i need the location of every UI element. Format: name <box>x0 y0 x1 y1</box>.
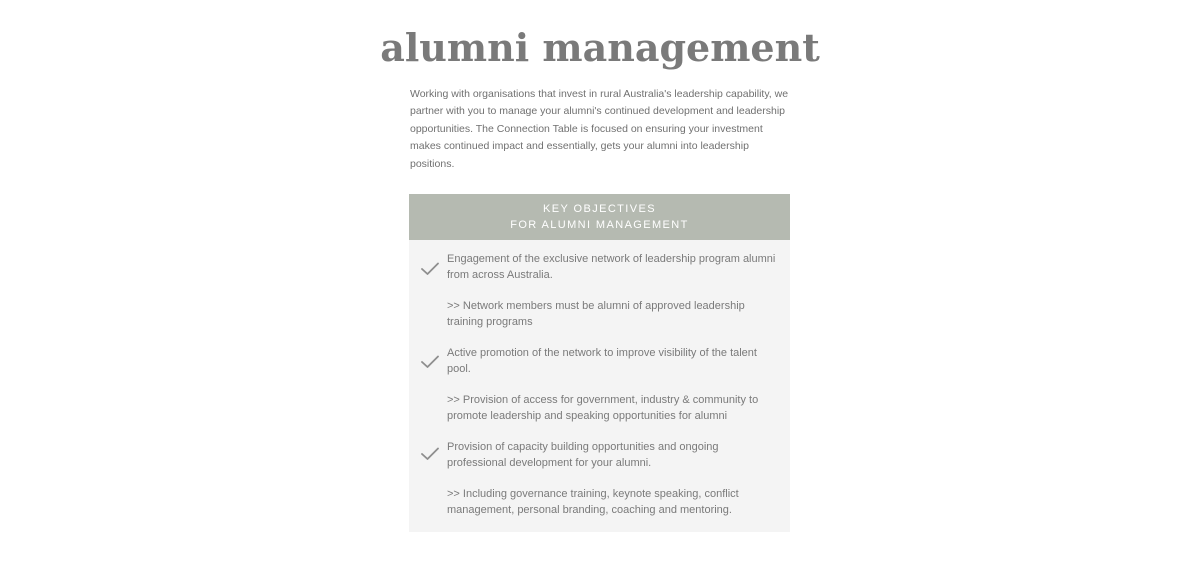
objectives-header-line-1: KEY OBJECTIVES <box>543 203 656 215</box>
page-title: alumni management <box>380 25 820 70</box>
check-icon <box>421 262 439 276</box>
objective-text: Provision of capacity building opportunities and ongoing professional development for your alumni. <box>447 441 719 469</box>
objectives-header-line-2: FOR ALUMNI MANAGEMENT <box>510 219 689 231</box>
objective-text: Active promotion of the network to improve visibility of the talent pool. <box>447 347 757 375</box>
objective-subtext: >> Provision of access for government, industry & community to promote leadership and speaking opportunities for alumni <box>447 394 759 422</box>
check-icon <box>421 355 439 369</box>
intro-paragraph: Working with organisations that invest in rural Australia's leadership capability, we partner with you to manage your alumni's continued development and leadership opportunities. The Connection Table is focused on ensuring your investment makes continued impact and essentially, gets your alumni into leadership positions. <box>410 88 789 170</box>
objective-subtext: >> Including governance training, keynote speaking, conflict management, personal branding, coaching and mentoring. <box>447 488 739 516</box>
objectives-header <box>409 194 790 240</box>
objectives-card <box>409 194 790 532</box>
check-icon <box>421 447 439 461</box>
objective-text: Engagement of the exclusive network of leadership program alumni from across Australia. <box>447 253 776 281</box>
objective-subtext: >> Network members must be alumni of approved leadership training programs <box>447 300 745 328</box>
